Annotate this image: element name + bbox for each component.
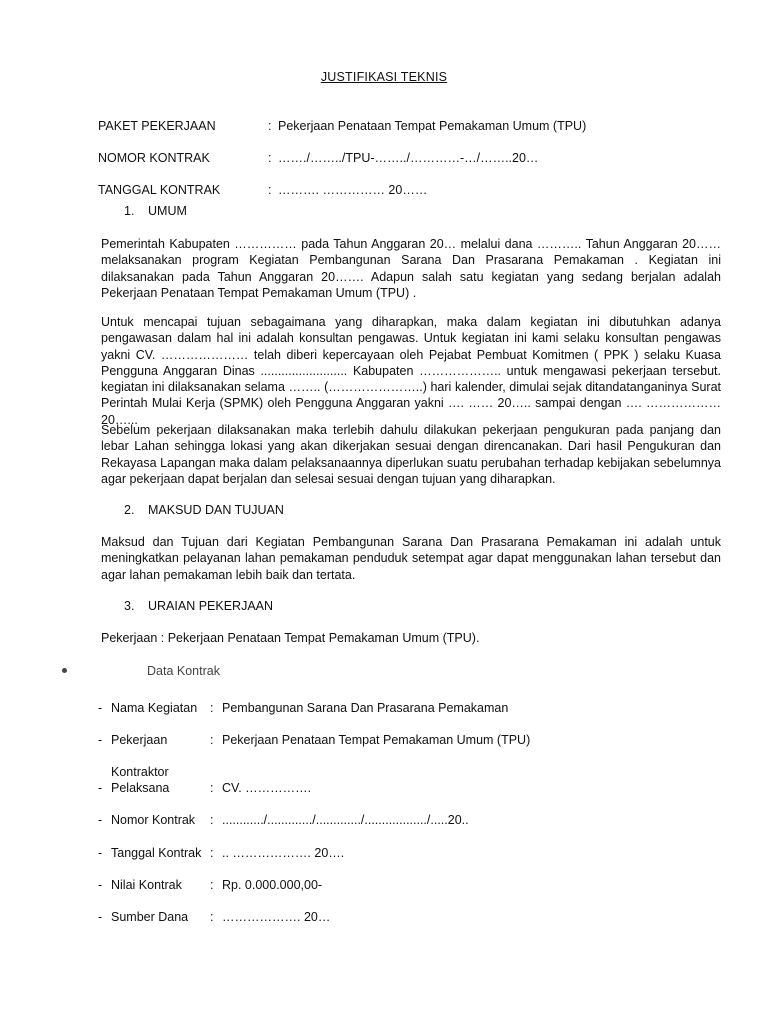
- dash-marker: -: [98, 813, 103, 827]
- contract-key: Sumber Dana: [111, 910, 189, 924]
- dash-marker: -: [98, 733, 103, 747]
- header-field-paket: [98, 118, 738, 134]
- paragraph-umum-3: Sebelum pekerjaan dilaksanakan maka terlebih dahulu dilakukan pekerjaan pengukuran pada panjang dan lebar Lahan sehingga lokasi yang akan dikerjakan sesuai dengan direncanakan. Dari hasil Pengukuran dan Rekayasa Lapangan maka dalam pelaksanaannya diperlukan suatu perubahan terhadap kebijakan sebelumnya agar pekerjaan dapat berjalan dan selesai sesuai dengan tujuan yang diharapkan.: [101, 423, 721, 486]
- header-field-colon: :: [268, 183, 272, 197]
- contract-row-nomor-kontrak: [98, 812, 698, 828]
- paragraph-uraian-1: Pekerjaan : Pekerjaan Penataan Tempat Pemakaman Umum (TPU).: [101, 631, 480, 645]
- section-title: UMUM: [148, 204, 187, 218]
- paragraph-umum-1: Pemerintah Kabupaten …………… pada Tahun Anggaran 20… melalui dana ……….. Tahun Anggaran 20…… melaksanakan program Kegiatan Pembangunan Sarana Dan Prasarana Pemakaman . Kegiatan ini dilaksanakan pada Tahun Anggaran 20……. Adapun salah satu kegiatan yang sedang berjalan adalah Pekerjaan Penataan Tempat Pemakaman Umum (TPU) .: [101, 237, 721, 300]
- contract-value: ………………. 20…: [222, 910, 331, 924]
- header-field-colon: :: [268, 119, 272, 133]
- bullet-label: Data Kontrak: [147, 664, 220, 678]
- contract-colon: :: [210, 878, 214, 892]
- dash-marker: -: [98, 910, 103, 924]
- contract-value: Rp. 0.000.000,00-: [222, 878, 323, 892]
- contract-row-nilai-kontrak: [98, 877, 698, 893]
- header-field-label: TANGGAL KONTRAK: [98, 183, 221, 197]
- header-field-colon: :: [268, 151, 272, 165]
- dash-marker: -: [98, 701, 103, 715]
- header-field-label: NOMOR KONTRAK: [98, 151, 210, 165]
- contract-key: Nama Kegiatan: [111, 701, 198, 715]
- contract-row-sumber-dana: [98, 909, 698, 925]
- contract-value: .. ………………. 20….: [222, 846, 345, 860]
- contract-colon: :: [210, 781, 214, 795]
- contract-key-above: Kontraktor: [111, 765, 169, 779]
- paragraph-maksud-1: Maksud dan Tujuan dari Kegiatan Pembangunan Sarana Dan Prasarana Pemakaman ini adalah untuk meningkatkan pelayanan lahan pemakaman penduduk setempat agar dapat menggunakan lahan tersebut dan agar lahan pemakaman lebih baik dan tertata.: [101, 535, 721, 582]
- section-number: 1.: [124, 204, 135, 218]
- contract-row-tanggal-kontrak: [98, 845, 698, 861]
- contract-colon: :: [210, 733, 214, 747]
- header-field-label: PAKET PEKERJAAN: [98, 119, 216, 133]
- contract-value: Pembangunan Sarana Dan Prasarana Pemakaman: [222, 701, 509, 715]
- header-field-value: ……./……../TPU-……../…………-…/……..20…: [278, 151, 539, 165]
- contract-colon: :: [210, 813, 214, 827]
- section-title: URAIAN PEKERJAAN: [148, 599, 274, 613]
- bullet-icon: [62, 668, 67, 673]
- header-field-value: Pekerjaan Penataan Tempat Pemakaman Umum (TPU): [278, 119, 587, 133]
- contract-colon: :: [210, 846, 214, 860]
- contract-key: Pelaksana: [111, 781, 170, 795]
- contract-key: Pekerjaan: [111, 733, 168, 747]
- contract-value: CV. …………….: [222, 781, 312, 795]
- header-field-nomor: [98, 150, 738, 166]
- section-number: 3.: [124, 599, 135, 613]
- dash-marker: -: [98, 878, 103, 892]
- contract-row-nama-kegiatan: [98, 700, 698, 716]
- contract-value: Pekerjaan Penataan Tempat Pemakaman Umum (TPU): [222, 733, 531, 747]
- contract-value: ............/............./............./................../.....20..: [222, 813, 469, 827]
- header-field-value: ………. …………… 20……: [278, 183, 428, 197]
- dash-marker: -: [98, 781, 103, 795]
- dash-marker: -: [98, 846, 103, 860]
- contract-row-kontraktor: [98, 780, 698, 796]
- contract-row-pekerjaan: [98, 732, 698, 748]
- paragraph-umum-2: Untuk mencapai tujuan sebagaimana yang diharapkan, maka dalam kegiatan ini dibutuhkan adanya pengawasan dalam hal ini adalah konsultan pengawas. Untuk kegiatan ini kami selaku konsultan pengawas yakni CV. ………………… telah diberi kepercayaan oleh Pejabat Pembuat Komitmen ( PPK ) selaku Kuasa Pengguna Anggaran Dinas ......................... Kabupaten ……………….. untuk mengawasi pekerjaan tersebut. kegiatan ini dilaksanakan selama …….. (…………………..) hari kalender, dimulai sejak ditandatanganinya Surat Perintah Mulai Kerja (SPMK) oleh Pengguna Anggaran yakni …. …… 20….. sampai dengan …. ……………… 20…...: [101, 315, 721, 427]
- contract-key: Nilai Kontrak: [111, 878, 182, 892]
- contract-key: Nomor Kontrak: [111, 813, 196, 827]
- header-field-tanggal: [98, 182, 738, 198]
- contract-colon: :: [210, 910, 214, 924]
- section-title: MAKSUD DAN TUJUAN: [148, 503, 284, 517]
- contract-colon: :: [210, 701, 214, 715]
- contract-key: Tanggal Kontrak: [111, 846, 202, 860]
- document-title: JUSTIFIKASI TEKNIS: [320, 70, 448, 84]
- section-number: 2.: [124, 503, 135, 517]
